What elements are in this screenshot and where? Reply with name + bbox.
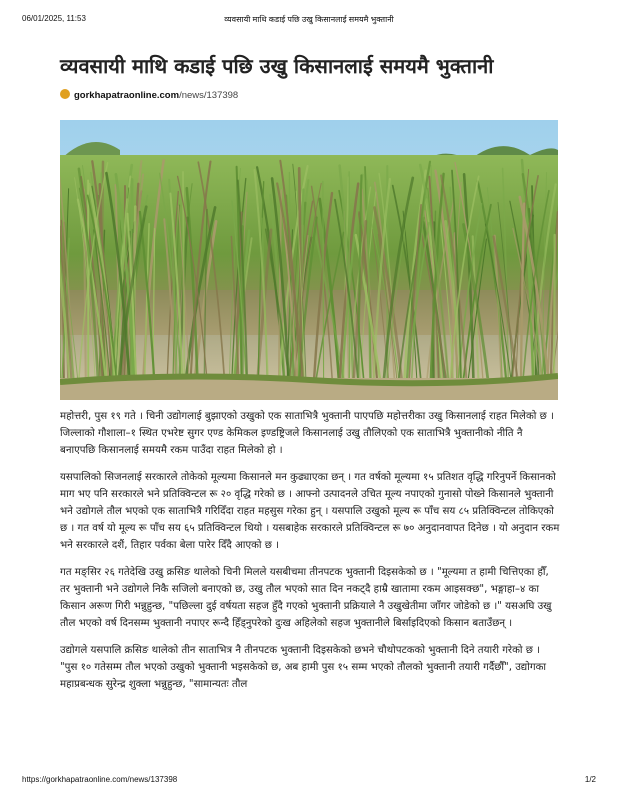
print-header bbox=[22, 14, 596, 26]
page-number: 1/2 bbox=[584, 775, 596, 784]
article-headline: व्यवसायी माथि कडाई पछि उखु किसानलाई समयमै भुक्तानी bbox=[60, 54, 494, 78]
cane-stroke bbox=[554, 235, 555, 382]
print-url[interactable]: https://gorkhapatraonline.com/news/137398 bbox=[22, 775, 178, 784]
print-footer bbox=[22, 775, 596, 784]
site-favicon-icon bbox=[60, 89, 70, 99]
source-line[interactable] bbox=[60, 89, 238, 101]
article-paragraph: उद्योगले यसपालि क्रसिङ थालेको तीन साताभित्र नै तीनपटक भुक्तानी दिइसकेको छभने चौथोपटकको भुक्तानी दिने तयारी गरेको छ । "पुस १० गतेसम्म तौल भएको उखुको भुक्तानी भइसकेको छ, अब हामी पुस १५ सम्म भएको तौलको भुक्तानी तयारी गर्दैछौँ", उद्योगका महाप्रबन्धक सुरेन्द्र शुक्ला भन्नुहुन्छ, "सामान्यतः तौल bbox=[60, 645, 547, 690]
print-page-title: व्यवसायी माथि कडाई पछि उखु किसानलाई समयमै भुक्तानी bbox=[224, 15, 394, 24]
article-body bbox=[60, 408, 560, 703]
source-path[interactable]: /news/137398 bbox=[179, 90, 239, 101]
article-paragraph: गत मङ्सिर २६ गतेदेखि उखु क्रसिङ थालेको चिनी मिलले यसबीचमा तीनपटक भुक्तानी दिइसकेको छ । "मूल्यमा त हामी चित्तिएका हौँ, तर भुक्तानी भने उद्योगले निकै सजिलो बनाएको छ, उखु तौल भएको सात दिन नकट्दै हाम्रै खातामा रकम आइसक्छ", भङ्गाहा–४ का किसान अरूण गिरी भन्नुहुन्छ, "पछिल्ला दुई वर्षयता सहज हुँदै गएको भुक्तानी प्रक्रियाले नै उखुखेतीमा जाँगर जोडेको छ ।" यसअघि उखु तौल भएको वर्ष दिनसम्म भुक्तानी नपाएर रून्दै हिँड्नुपरेको दुःख अहिलेको सहज भुक्तानीले बिर्साइदिएको किसान बताउँछन् । bbox=[60, 567, 552, 629]
source-domain[interactable]: gorkhapatraonline.com bbox=[74, 90, 180, 101]
print-datetime: 06/01/2025, 11:53 bbox=[22, 14, 86, 23]
article-paragraph: महोत्तरी, पुस १९ गते । चिनी उद्योगलाई बुझाएको उखुको एक साताभित्रै भुक्तानी पाएपछि महोत्तरीका उखु किसानलाई राहत मिलेको छ । जिल्लाको गौशाला–१ स्थित एभरेष्ट सुगर एण्ड केमिकल इण्डष्ट्रिजले किसानलाई उखु तौलिएको एक साताभित्रै भुक्तानीको नीति नै बनाएपछि किसानलाई समयमै रकम पाउँदा राहत मिलेको हो । bbox=[60, 411, 554, 456]
cane-stroke bbox=[323, 181, 324, 382]
article-paragraph: यसपालिको सिजनलाई सरकारले तोकेको मूल्यमा किसानले मन कुढ्याएका छन् । गत वर्षको मूल्यमा १५ प्रतिशत वृद्धि गरिनुपर्ने किसानको माग भए पनि सरकारले भने प्रतिक्विन्टल रू २० वृद्धि गरेको छ । आफ्नो उत्पादनले उचित मूल्य नपाएको गुनासो पोख्ने किसानले भुक्तानी भने उद्योगले तौल भएको एक साताभित्रै गरिदिँदा राहत महसुस गरेका हुन् । यसपालि उखुको मूल्य रू पाँच सय ८५ प्रतिक्विन्टल तोकिएको छ । गत वर्ष यो मूल्य रू पाँच सय ६५ प्रतिक्विन्टल थियो । यसबाहेक सरकारले प्रतिक्विन्टल रू ७० अनुदानवापत दिनेछ । यो अनुदान रकम भने सरकारले दशैं, तिहार पर्वका बेला पारेर दिँदै आएको छ । bbox=[60, 472, 560, 551]
sugarcane-field-photo bbox=[60, 120, 558, 400]
